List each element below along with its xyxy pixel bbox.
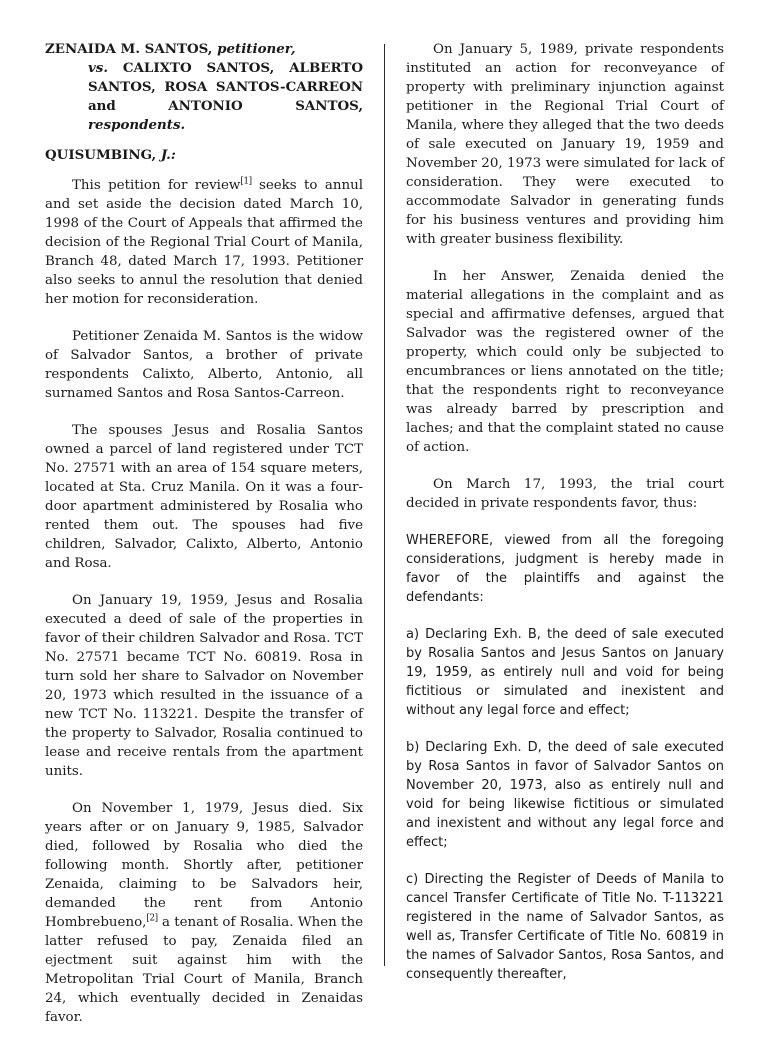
left-column: [45, 40, 363, 1045]
versus-label: vs.: [88, 60, 108, 76]
paragraph-petitioner-widow: Petitioner Zenaida M. Santos is the widow of Salvador Santos, a brother of private respondents Calixto, Alberto, Antonio, all surnamed Santos and Rosa Santos-Carreon.: [45, 329, 363, 401]
respondents-role: respondents.: [88, 117, 186, 133]
paragraph-answer: In her Answer, Zenaida denied the material allegations in the complaint and as special and affirmative defenses, argued that Salvador was the registered owner of the property, which could only be subjected to encumbrances or liens annotated on the title; that the respondents right to reconveyance was already barred by prescription and laches; and that the complaint stated no cause of action.: [406, 269, 724, 455]
ponente-name: QUISUMBING,: [45, 147, 157, 163]
ponente-title: J.:: [160, 147, 176, 163]
p5-text-a: On November 1, 1979, Jesus died. Six years after or on January 9, 1985, Salvador died, followed by Rosalia who died the following month. Shortly after, petitioner Zenaida, claiming to be Salvadors heir, demanded the rent from Antonio Hombrebueno,: [45, 801, 363, 930]
p5-text-b: a tenant of Rosalia. When the latter refused to pay, Zenaida filed an ejectment suit against him with the Metropolitan Trial Court of Manila, Branch 24, which eventually decided in Zenaidas favor.: [45, 915, 363, 1025]
p1-text-b: seeks to annul and set aside the decision dated March 10, 1998 of the Court of Appeals that affirmed the decision of the Regional Trial Court of Manila, Branch 48, dated March 17, 1993. Petitioner also seeks to annul the resolution that denied her motion for reconsideration.: [45, 178, 363, 307]
quote-item-b: b) Declaring Exh. D, the deed of sale executed by Rosa Santos in favor of Salvador Santos on November 20, 1973, also as entirely null and void for being likewise fictitious or simulated and inexistent and without any legal force and effect;: [406, 740, 724, 850]
respondents-line-2: SANTOS, ROSA SANTOS-CARREON: [88, 79, 363, 95]
petitioner-role: petitioner,: [217, 41, 296, 57]
p1-text-a: This petition for review: [72, 178, 241, 193]
paragraph-reconveyance-action: On January 5, 1989, private respondents instituted an action for reconveyance of property with preliminary injunction against petitioner in the Regional Trial Court of Manila, where they alleged that the two deeds of sale executed on January 19, 1959 and November 20, 1973 were simulated for lack of consideration. They were executed to accommodate Salvador in generating funds for his business ventures and providing him with greater business flexibility.: [406, 42, 724, 247]
footnote-link-1[interactable]: [1]: [240, 176, 252, 187]
quote-wherefore: WHEREFORE, viewed from all the foregoing considerations, judgment is hereby made in favor of the plaintiffs and against the defendants:: [406, 533, 724, 605]
footnote-link-2[interactable]: [2]: [146, 913, 158, 924]
column-divider: [384, 44, 385, 966]
respondents-line-1: CALIXTO SANTOS, ALBERTO: [122, 60, 364, 76]
paragraph-trial-court-decision: On March 17, 1993, the trial court decided in private respondents favor, thus:: [406, 477, 724, 511]
paragraph-deed-of-sale: On January 19, 1959, Jesus and Rosalia executed a deed of sale of the properties in favor of their children Salvador and Rosa. TCT No. 27571 became TCT No. 60819. Rosa in turn sold her share to Salvador on November 20, 1973 which resulted in the issuance of a new TCT No. 113221. Despite the transfer of the property to Salvador, Rosalia continued to lease and receive rentals from the apartment units.: [45, 593, 363, 779]
quote-item-c: c) Directing the Register of Deeds of Manila to cancel Transfer Certificate of Title No. T-113221 registered in the name of Salvador Santos, as well as, Transfer Certificate of Title No. 60819 in the names of Salvador Santos, Rosa Santos, and consequently thereafter,: [406, 872, 724, 982]
quote-item-a: a) Declaring Exh. B, the deed of sale executed by Rosalia Santos and Jesus Santos on January 19, 1959, as entirely null and void for being fictitious or simulated and inexistent and without any legal force and effect;: [406, 627, 724, 718]
respondents-block: [45, 59, 363, 135]
petitioner-name: ZENAIDA M. SANTOS,: [45, 41, 213, 57]
respondents-line-3: and ANTONIO SANTOS,: [88, 98, 363, 114]
paragraph-petition-for-review: [45, 176, 363, 309]
paragraph-deaths-ejectment: [45, 799, 363, 1027]
right-column: [406, 40, 724, 1002]
ponente-line: [45, 146, 363, 165]
case-caption: [45, 40, 363, 135]
paragraph-spouses-land: The spouses Jesus and Rosalia Santos owned a parcel of land registered under TCT No. 27571 with an area of 154 square meters, located at Sta. Cruz Manila. On it was a four-door apartment administered by Rosalia who rented them out. The spouses had five children, Salvador, Calixto, Alberto, Antonio and Rosa.: [45, 423, 363, 571]
